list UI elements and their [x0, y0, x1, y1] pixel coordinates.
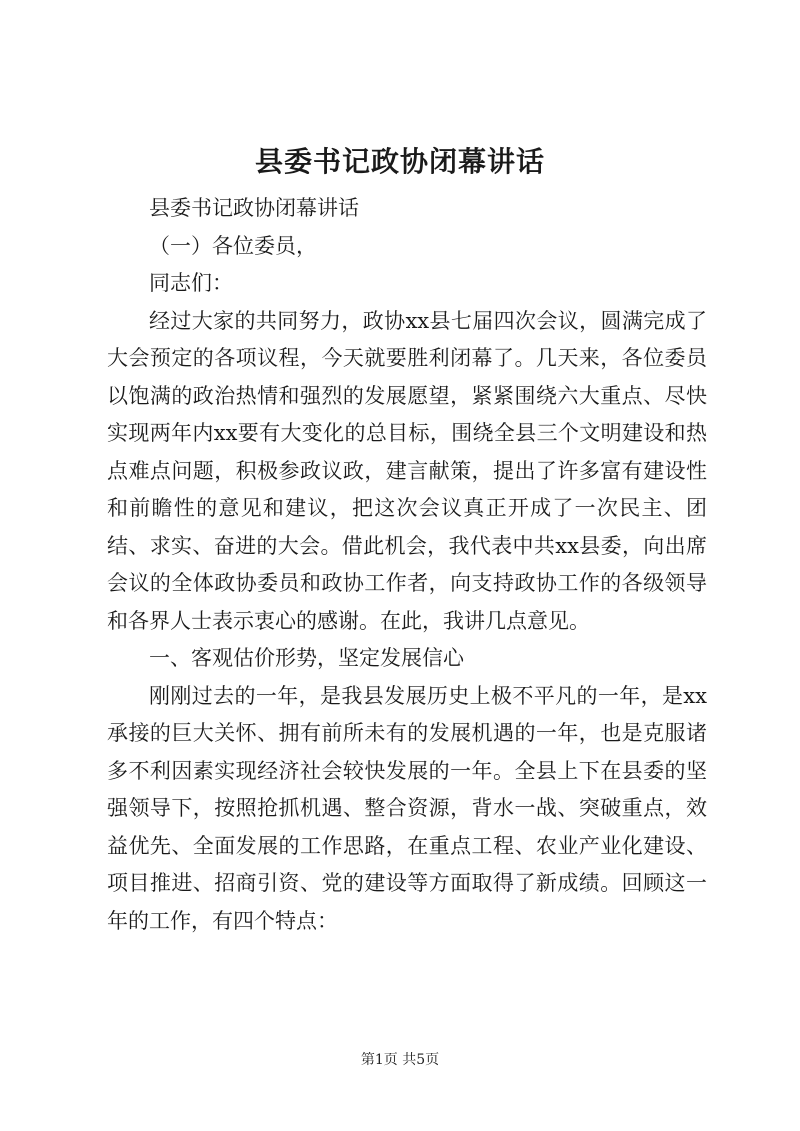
salutation-paragraph: （一）各位委员，: [149, 233, 317, 258]
document-title: 县委书记政协闭幕讲话: [254, 145, 545, 178]
subtitle-paragraph: 县委书记政协闭幕讲话: [149, 196, 359, 220]
greeting-paragraph: 同志们：: [149, 271, 233, 295]
body-paragraph: 经过大家的共同努力，政协xx县七届四次会议，圆满完成了大会预定的各项议程，今天就要胜利闭幕了。几天来，各位委员以饱满的政治热情和强烈的发展愿望，紧紧围绕六大重点、尽快实现两年内xx要有大变化的总目标，围绕全县三个文明建设和热点难点问题，积极参政议政，建言献策，提出了许多富有建设性和前瞻性的意见和建议，把这次会议真正开成了一次民主、团结、求实、奋进的大会。借此机会，我代表中共xx县委，向出席会议的全体政协委员和政协工作者，向支持政协工作的各级领导和各界人士表示衷心的感谢。在此，我讲几点意见。: [107, 308, 707, 633]
body-paragraph: 刚刚过去的一年，是我县发展历史上极不平凡的一年，是xx承接的巨大关怀、拥有前所未有的发展机遇的一年，也是克服诸多不利因素实现经济社会较快发展的一年。全县上下在县委的坚强领导下，按照抢抓机遇、整合资源，背水一战、突破重点，效益优先、全面发展的工作思路，在重点工程、农业产业化建设、项目推进、招商引资、党的建设等方面取得了新成绩。回顾这一年的工作，有四个特点：: [107, 683, 707, 933]
document-body: [107, 190, 707, 940]
page-number-footer: 第1页 共5页: [360, 1052, 440, 1068]
section-heading: 一、客观估价形势，坚定发展信心: [149, 646, 464, 670]
